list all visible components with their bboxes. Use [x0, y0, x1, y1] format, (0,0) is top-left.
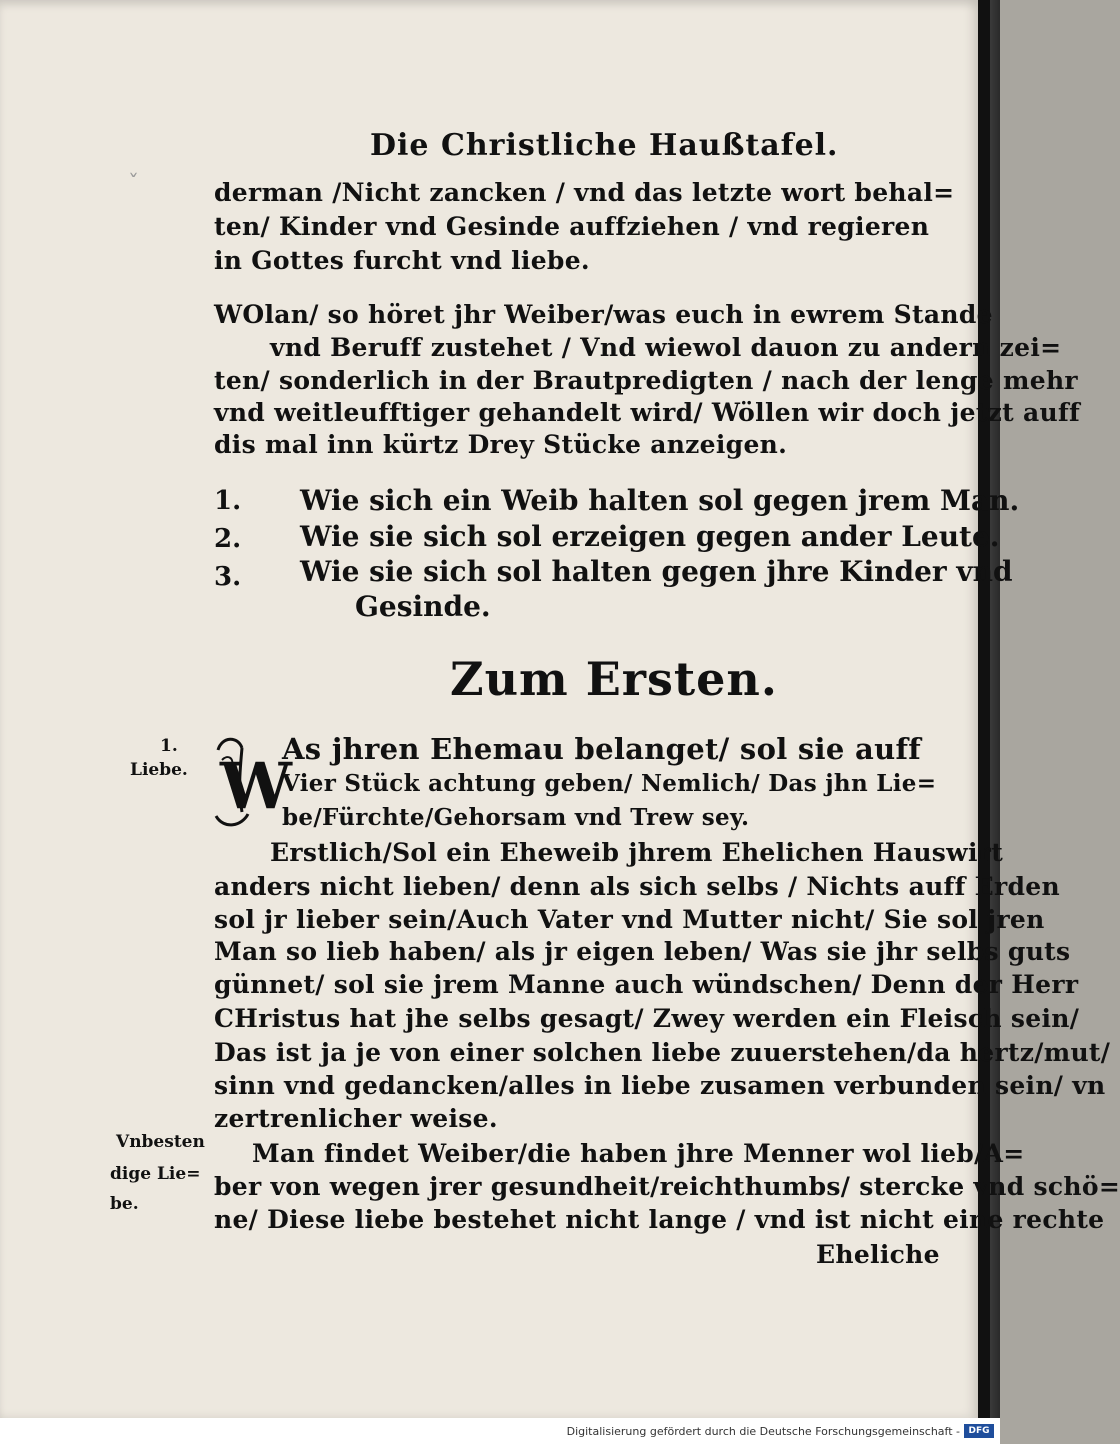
paragraph-line: vnd Beruff zustehet / Vnd wiewol dauon zu andern zei=: [270, 333, 1062, 362]
paragraph-line: As jhren Ehemau belanget/ sol sie auff: [282, 732, 922, 766]
list-item: Wie sie sich sol halten gegen jhre Kinder vnd: [300, 555, 1013, 588]
list-number: 3.: [214, 562, 242, 592]
section-title: Zum Ersten.: [450, 652, 778, 706]
list-item: Wie sich ein Weib halten sol gegen jrem Man.: [300, 484, 1020, 517]
paragraph-line: dis mal inn kürtz Drey Stücke anzeigen.: [214, 430, 788, 459]
running-header: Die Christliche Haußtafel.: [370, 128, 839, 163]
paragraph-line: sinn vnd gedancken/alles in liebe zusamen verbunden sein/ vn: [214, 1071, 1106, 1100]
page-mark: ˇ: [128, 172, 139, 197]
paragraph-line: Erstlich/Sol ein Eheweib jhrem Ehelichen Hauswirt: [270, 838, 1004, 867]
paragraph-line: sol jr lieber sein/Auch Vater vnd Mutter nicht/ Sie sol jren: [214, 905, 1045, 934]
intro-line: ten/ Kinder vnd Gesinde auffziehen / vnd regieren: [214, 212, 930, 241]
paragraph-line: WOlan/ so höret jhr Weiber/was euch in ewrem Stande: [214, 300, 993, 329]
intro-line: in Gottes furcht vnd liebe.: [214, 246, 590, 275]
paragraph-line: Man so lieb haben/ als jr eigen leben/ Was sie jhr selbs guts: [214, 937, 1071, 966]
paragraph-line: Vier Stück achtung geben/ Nemlich/ Das jhn Lie=: [282, 770, 937, 797]
paragraph-line: ten/ sonderlich in der Brautpredigten / nach der lenge mehr: [214, 366, 1078, 395]
margin-note: Vnbesten: [116, 1132, 205, 1152]
paragraph-line: CHristus hat jhe selbs gesagt/ Zwey werden ein Fleisch sein/: [214, 1004, 1080, 1033]
paragraph-line: vnd weitleufftiger gehandelt wird/ Wöllen wir doch jetzt auff: [214, 398, 1081, 427]
catchword: Eheliche: [816, 1240, 940, 1269]
drop-initial-ornament: [212, 730, 292, 830]
paragraph-line: ber von wegen jrer gesundheit/reichthumbs/ stercke vnd schö=: [214, 1172, 1120, 1201]
dfg-logo: DFG: [964, 1424, 994, 1438]
funding-note: Digitalisierung gefördert durch die Deutsche Forschungsgemeinschaft -: [566, 1425, 960, 1438]
paragraph-line: günnet/ sol sie jrem Manne auch wündschen/ Denn der Herr: [214, 970, 1079, 999]
intro-line: derman /Nicht zancken / vnd das letzte wort behal=: [214, 178, 955, 207]
margin-note: dige Lie=: [110, 1164, 201, 1184]
margin-note: 1.: [160, 736, 178, 756]
paragraph-line: Das ist ja je von einer solchen liebe zuuerstehen/da hertz/mut/: [214, 1038, 1111, 1067]
paragraph-line: Man findet Weiber/die haben jhre Menner wol lieb/A=: [252, 1139, 1025, 1168]
list-number: 2.: [214, 524, 242, 554]
margin-note: Liebe.: [130, 760, 188, 780]
paragraph-line: ne/ Diese liebe bestehet nicht lange / vnd ist nicht eine rechte: [214, 1205, 1105, 1234]
list-item: Gesinde.: [355, 590, 491, 623]
paragraph-line: zertrenlicher weise.: [214, 1104, 498, 1133]
paragraph-line: be/Fürchte/Gehorsam vnd Trew sey.: [282, 804, 750, 831]
list-item: Wie sie sich sol erzeigen gegen ander Leute.: [300, 520, 1000, 553]
drop-initial-letter: W: [220, 749, 292, 824]
list-number: 1.: [214, 486, 242, 516]
paragraph-line: anders nicht lieben/ denn als sich selbs / Nichts auff Erden: [214, 872, 1060, 901]
margin-note: be.: [110, 1194, 139, 1214]
